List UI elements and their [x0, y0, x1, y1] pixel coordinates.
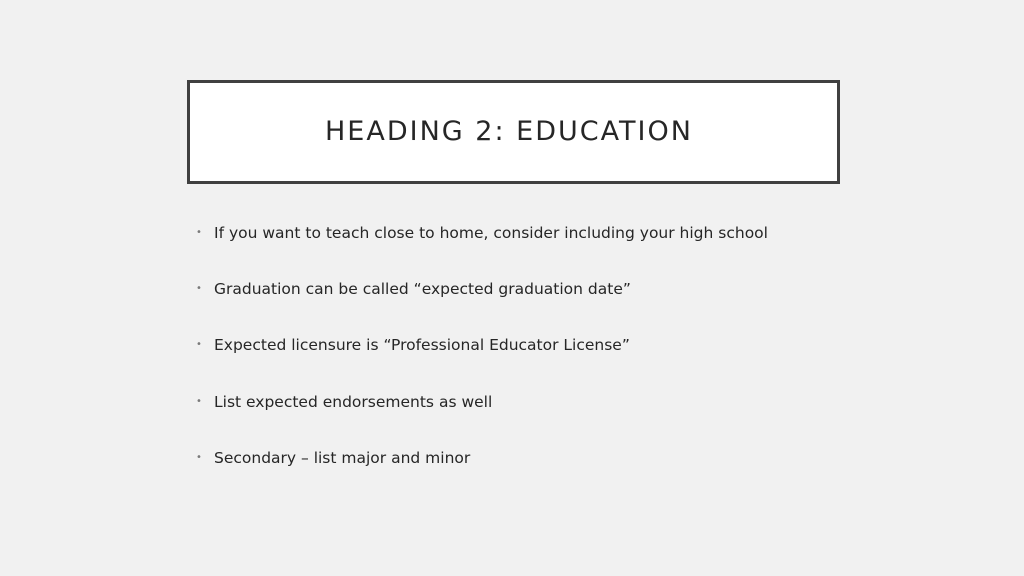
bullet-item — [196, 387, 768, 443]
bullet-text: Secondary – list major and minor — [214, 448, 471, 467]
bullet-dot-icon: • — [196, 339, 202, 351]
bullet-item — [196, 330, 768, 386]
bullet-item — [196, 218, 768, 274]
bullet-dot-icon: • — [196, 283, 202, 295]
bullet-dot-icon: • — [196, 227, 202, 238]
title-box — [187, 80, 840, 184]
bullet-dot-icon: • — [196, 451, 202, 463]
bullet-text: Expected licensure is “Professional Educator License” — [214, 336, 630, 355]
bullet-text: List expected endorsements as well — [214, 392, 493, 411]
bullet-item — [196, 443, 768, 499]
bullet-list — [196, 218, 768, 499]
bullet-item — [196, 274, 768, 330]
slide-title: HEADING 2: EDUCATION — [325, 116, 693, 147]
bullet-text: If you want to teach close to home, consider including your high school — [214, 224, 768, 242]
bullet-text: Graduation can be called “expected graduation date” — [214, 280, 631, 299]
bullet-dot-icon: • — [196, 395, 202, 407]
